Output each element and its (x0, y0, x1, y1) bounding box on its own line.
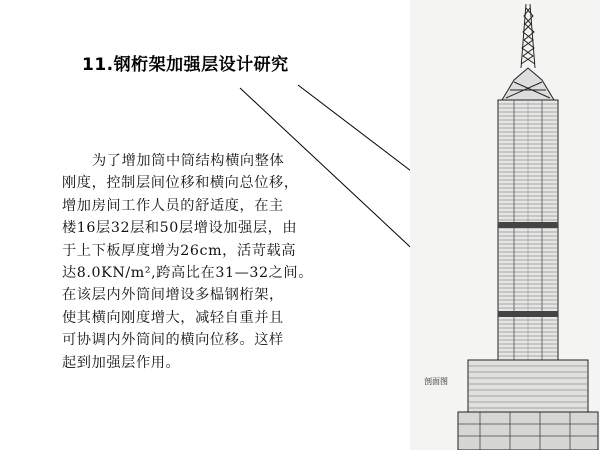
body-line: 为了增加筒中筒结构横向整体 (92, 153, 285, 169)
figure-caption: 剖面图 (424, 377, 448, 386)
tower-basement-icon (458, 412, 598, 450)
slide-title: 11.钢桁架加强层设计研究 (82, 55, 289, 75)
body-line: 刚度，控制层间位移和横向总位移， (62, 175, 299, 192)
body-line: 增加房间工作人员的舒适度，在主 (62, 197, 284, 214)
body-line: 于上下板厚度增为26cm，活苛载高 (62, 242, 297, 259)
reinforced-layer-upper (498, 222, 558, 228)
body-line: 使其横向刚度增大，减轻自重并且 (62, 309, 284, 326)
tower-podium-icon (468, 360, 588, 412)
body-line: 在该层内外筒间增设多榀钢桁架， (62, 287, 284, 304)
reinforced-layer-lower (498, 311, 558, 317)
body-line: 可协调内外筒间的横向位移。这样 (62, 332, 284, 349)
body-line: 达8.0KN/m²,跨高比在31—32之间。 (62, 265, 314, 282)
body-line: 起到加强层作用。 (62, 354, 181, 371)
body-line: 楼16层32层和50层增设加强层，由 (62, 220, 298, 237)
